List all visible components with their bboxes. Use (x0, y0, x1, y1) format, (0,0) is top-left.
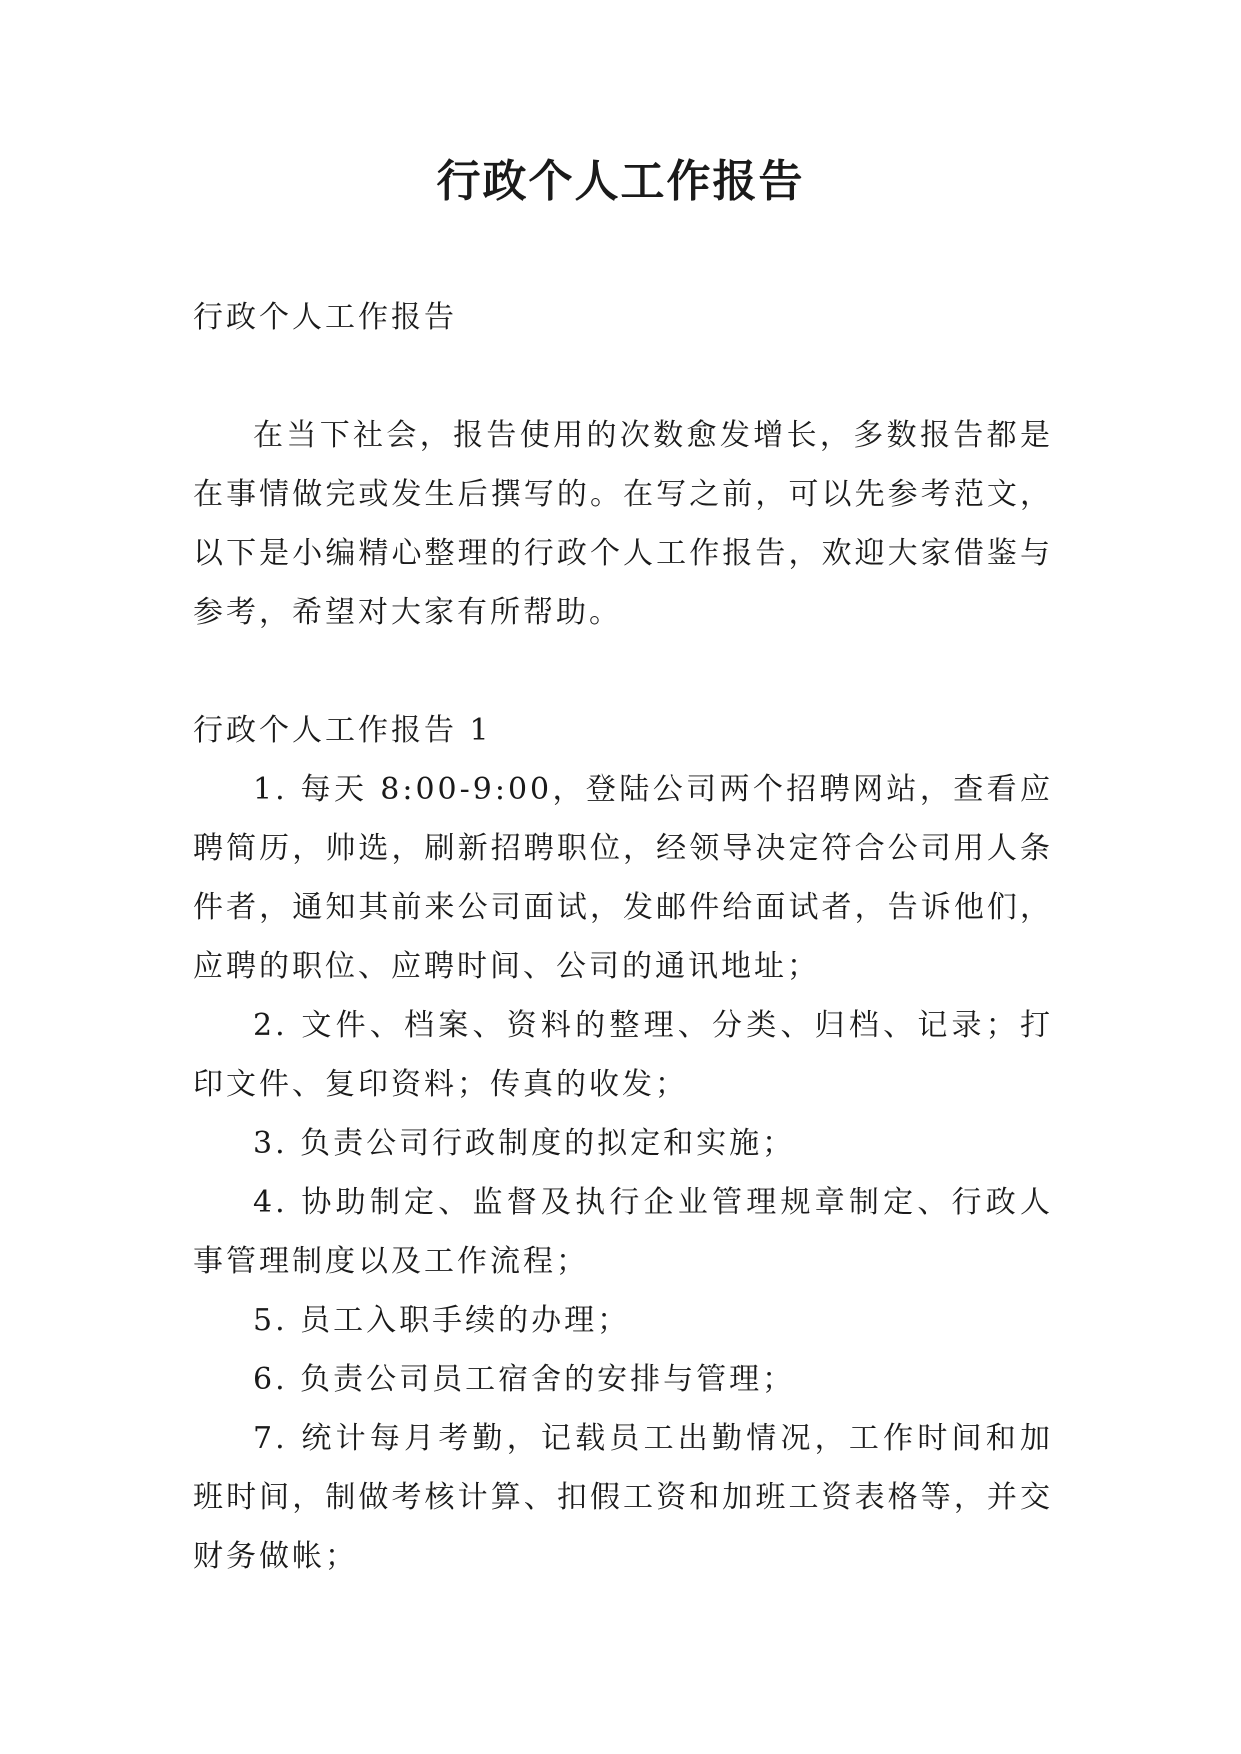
list-item: 2. 文件、档案、资料的整理、分类、归档、记录；打印文件、复印资料；传真的收发； (193, 1008, 1053, 1102)
document-subtitle: 行政个人工作报告 (193, 300, 457, 335)
section-heading: 行政个人工作报告 1 (193, 713, 492, 748)
document-title: 行政个人工作报告 (436, 156, 805, 207)
list-item: 1. 每天 8:00-9:00，登陆公司两个招聘网站，查看应聘简历，帅选，刷新招聘职位，经领导决定符合公司用人条件者，通知其前来公司面试，发邮件给面试者，告诉他们，应聘的职位、应聘时间、公司的通讯地址； (193, 772, 1053, 984)
list-item: 6. 负责公司员工宿舍的安排与管理； (253, 1362, 796, 1397)
list-item: 4. 协助制定、监督及执行企业管理规章制定、行政人事管理制度以及工作流程； (193, 1185, 1053, 1279)
list-item: 7. 统计每月考勤，记载员工出勤情况，工作时间和加班时间，制做考核计算、扣假工资和加班工资表格等，并交财务做帐； (193, 1421, 1053, 1574)
intro-paragraph: 在当下社会，报告使用的次数愈发增长，多数报告都是在事情做完或发生后撰写的。在写之前，可以先参考范文，以下是小编精心整理的行政个人工作报告，欢迎大家借鉴与参考，希望对大家有所帮助。 (193, 418, 1053, 630)
list-item: 3. 负责公司行政制度的拟定和实施； (253, 1126, 796, 1161)
document-body (193, 288, 1053, 1586)
list-item: 5. 员工入职手续的办理； (253, 1303, 631, 1338)
